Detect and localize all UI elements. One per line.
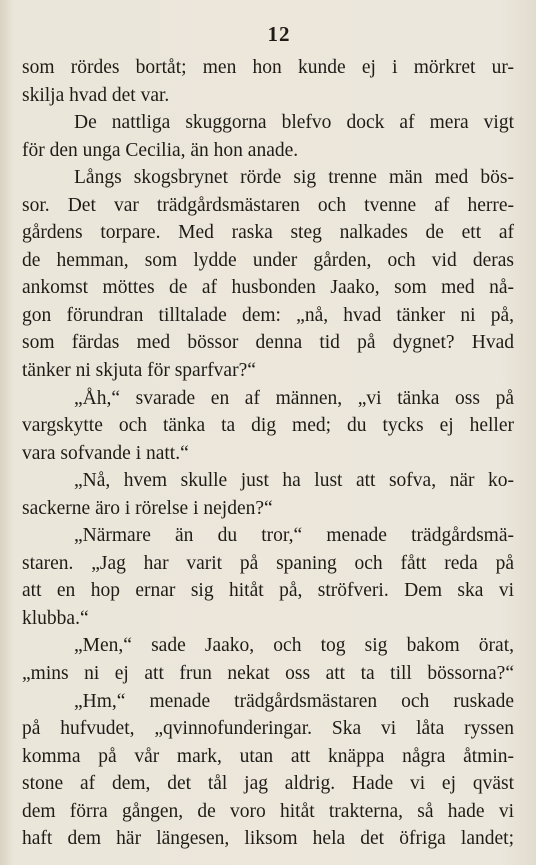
text-line: att en hop ernar sig hitåt på, ströfveri. Dem ska vi <box>22 580 514 602</box>
text-line: „mins ni ej att frun nekat oss att ta till bössorna?“ <box>22 663 514 685</box>
text-line: sor. Det var trädgårdsmästaren och tvenne af herre- <box>22 194 514 216</box>
text-line: komma på vår mark, utan att knäppa några åtmin- <box>22 745 514 767</box>
text-line: Långs skogsbrynet rörde sig trenne män med bös- <box>74 167 514 189</box>
text-line: ankomst möttes de af husbonden Jaako, som med nå- <box>22 277 514 299</box>
text-line: stone af dem, det tål jag aldrig. Hade vi ej qväst <box>22 773 514 795</box>
text-line: vargskytte och tänka ta dig med; du tycks ej heller <box>22 415 514 437</box>
text-line: för den unga Cecilia, än hon anade. <box>22 139 299 161</box>
page-number: 12 <box>267 22 291 46</box>
text-line: tänker ni skjuta för sparfvar?“ <box>22 360 256 382</box>
body-text <box>22 54 514 853</box>
text-line: „Närmare än du tror,“ menade trädgårdsmä- <box>74 525 514 547</box>
text-line: på hufvudet, „qvinnofunderingar. Ska vi låta ryssen <box>22 718 514 740</box>
text-line: „Åh,“ svarade en af männen, „vi tänka oss på <box>74 387 514 409</box>
text-line: som färdas med bössor denna tid på dygnet? Hvad <box>22 332 514 354</box>
text-line: skilja hvad det var. <box>22 84 170 106</box>
text-line: „Nå, hvem skulle just ha lust att sofva, när ko- <box>74 470 514 492</box>
text-line: dem förra gången, de voro hitåt trakterna, så hade vi <box>22 800 514 822</box>
text-line: som rördes bortåt; men hon kunde ej i mörkret ur- <box>22 57 514 78</box>
text-line: haft dem här längesen, liksom hela det öfriga landet; <box>22 828 514 850</box>
text-line: „Hm,“ menade trädgårdsmästaren och ruskade <box>74 690 514 712</box>
text-line: sackerne äro i rörelse i nejden?“ <box>22 497 273 519</box>
text-line: gon förundran tilltalade dem: „nå, hvad tänker ni på, <box>22 304 514 326</box>
text-line: de hemman, som lydde under gården, och vid deras <box>22 249 514 271</box>
text-line: „Men,“ sade Jaako, och tog sig bakom örat, <box>74 635 514 657</box>
text-line: gårdens torpare. Med raska steg nalkades de ett af <box>22 222 514 244</box>
text-line: klubba.“ <box>22 607 89 629</box>
text-line: vara sofvande i natt.“ <box>22 442 189 464</box>
text-line: De nattliga skuggorna blefvo dock af mera vigt <box>74 112 514 134</box>
text-line: staren. „Jag har varit på spaning och fått reda på <box>22 552 514 574</box>
